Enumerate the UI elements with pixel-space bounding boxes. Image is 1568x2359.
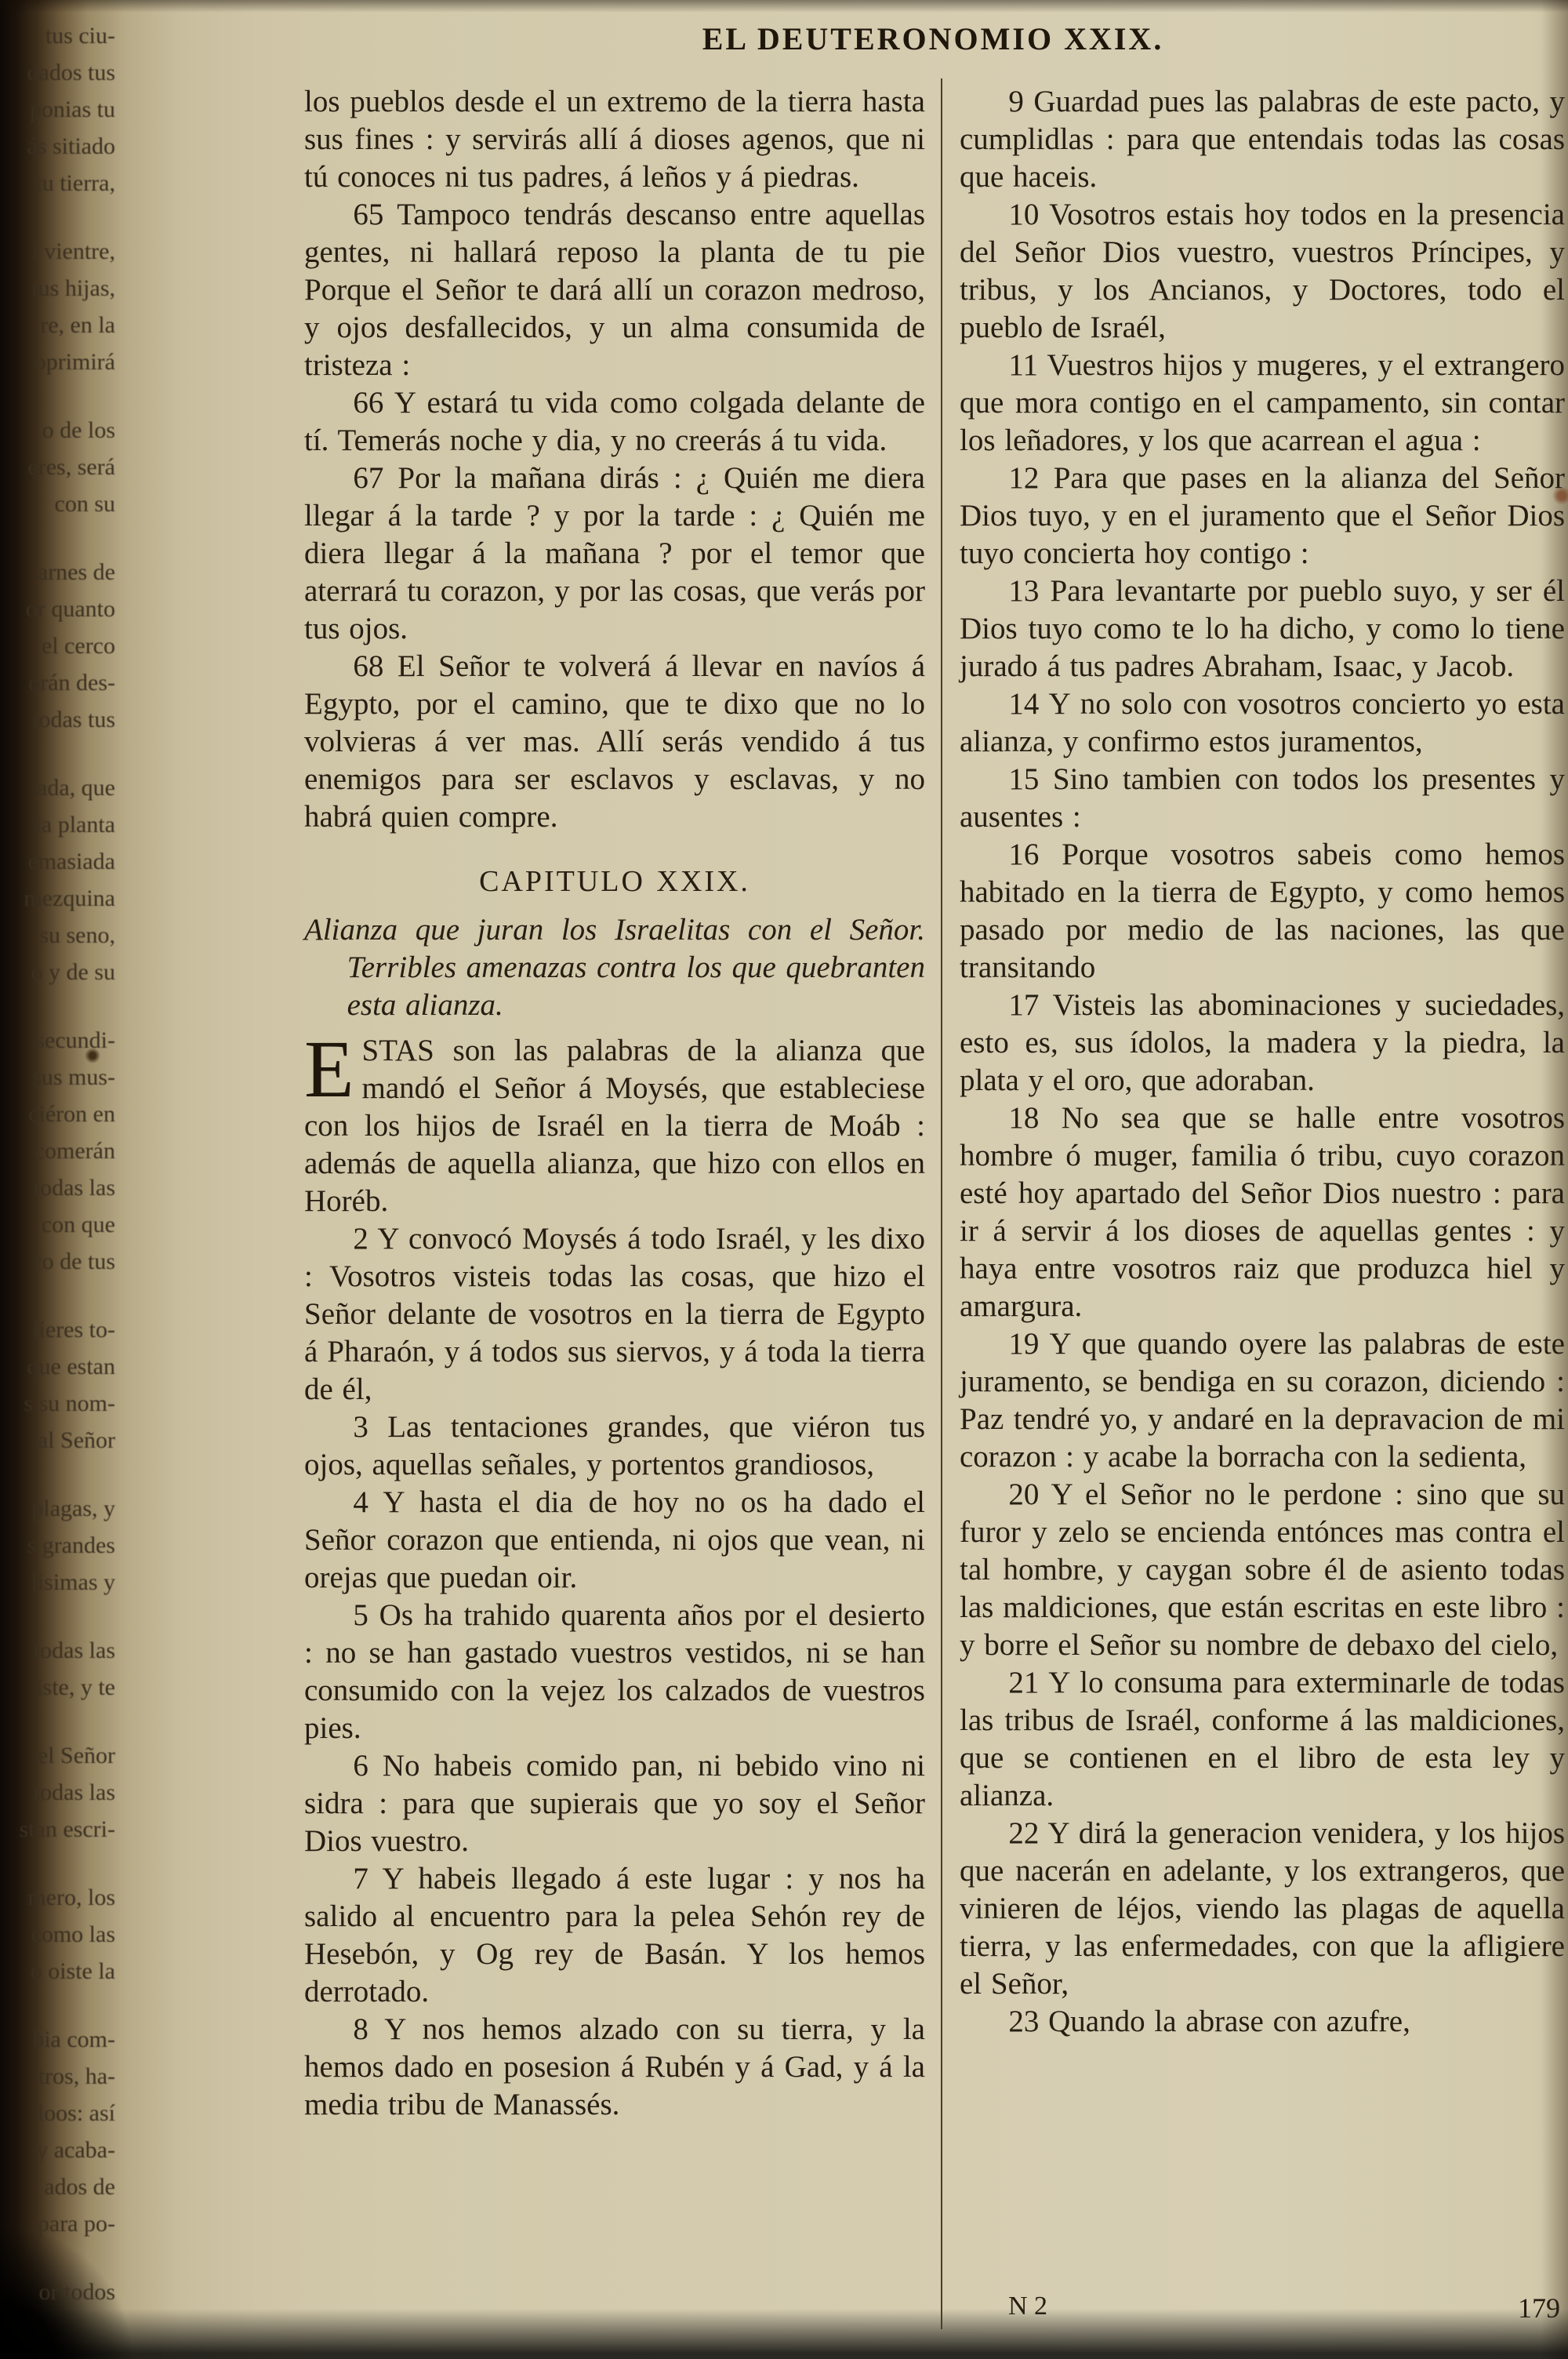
- margin-fragment: s grandes: [27, 1532, 115, 1558]
- margin-fragment: todas las: [33, 1779, 115, 1805]
- margin-fragment: su seno,: [39, 922, 115, 948]
- margin-fragment: con su: [54, 491, 115, 517]
- verse-paragraph: 13 Para levantarte por pueblo suyo, y ser él Dios tuyo como te lo ha dicho, y como lo tiene jurado á tus padres Abraham, Isaac, y Jacob.: [960, 574, 1565, 683]
- drop-cap-text: STAS son las palabras de la alianza que mandó el Señor á Moysés, que estableciese con los hijos de Israél en la tierra de Moáb : además de aquella alianza, que hizo con ellos en Horéb.: [304, 1034, 925, 1218]
- margin-fragment: dados tus: [27, 60, 115, 85]
- margin-fragment: ponias tu: [29, 96, 115, 122]
- margin-fragment: ada, que: [37, 775, 115, 801]
- chapter-summary: Alianza que juran los Israelitas con el Señor. Terribles amenazas contra los que quebranten esta alianza.: [304, 913, 925, 1022]
- chapter-heading: CAPITULO XXIX.: [479, 865, 750, 898]
- margin-fragment: i vientre,: [31, 238, 115, 264]
- margin-fragment: para po-: [37, 2211, 115, 2237]
- margin-fragment: oprimirá: [34, 349, 115, 375]
- verse-paragraph: 65 Tampoco tendrás descanso entre aquellas gentes, ni hallará reposo la planta de tu pie Porque el Señor te dará allí un corazon medroso, y ojos desfallecidos, y un alma consumida de tristeza :: [304, 198, 925, 382]
- margin-fragment: ás sitiado: [27, 133, 115, 159]
- verse-paragraph: 16 Porque vosotros sabeis como hemos habitado en la tierra de Egypto, y como hemos pasado por medio de las naciones, las que transitando: [960, 838, 1565, 984]
- margin-fragment: iste, y te: [36, 1674, 115, 1700]
- margin-fragment: secundi-: [35, 1027, 115, 1053]
- verse-paragraph: los pueblos desde el un extremo de la tierra hasta sus fines : y servirás allí á dioses agenos, que ni tú conoces ni tus padres, á leños y á piedras.: [304, 85, 925, 194]
- margin-fragment: stan escri-: [19, 1816, 115, 1842]
- verse-paragraph: 9 Guardad pues las palabras de este pacto, y cumplidlas : para que entendais todas las cosas que haceis.: [960, 85, 1565, 194]
- margin-fragment: emasiada: [27, 849, 115, 874]
- verse-paragraph: 15 Sino tambien con todos los presentes y ausentes :: [960, 762, 1565, 834]
- margin-fragment: todas tus: [32, 707, 115, 732]
- verse-paragraph: 2 Y convocó Moysés á todo Israél, y les dixo : Vosotros visteis todas las cosas, que hizo el Señor delante de vosotros en la tierra de Egypto á Pharaón, y á todos sus siervos, y á toda la tierra de él,: [304, 1222, 925, 1406]
- margin-fragment: tu tierra,: [35, 170, 115, 196]
- verse-paragraph: 7 Y habeis llegado á este lugar : y nos ha salido al encuentro para la pelea Sehón rey de Hesebón, y Og rey de Basán. Y los hemos derrotado.: [304, 1862, 925, 2008]
- margin-fragment: mezquina: [24, 885, 115, 911]
- margin-fragment: ro de tus: [34, 1249, 115, 1274]
- verse-paragraph: 5 Os ha trahido quarenta años por el desierto : no se han gastado vuestros vestidos, ni se han consumido con la vejez los calzados de vuestros pies.: [304, 1598, 925, 1745]
- right-column: [960, 83, 1565, 2041]
- verse-paragraph: 6 No habeis comido pan, ni bebido vino ni sidra : para que supierais que yo soy el Señor Dios vuestro.: [304, 1749, 925, 1858]
- margin-fragment: lieres to-: [32, 1317, 115, 1343]
- drop-cap-initial: E: [304, 1024, 354, 1114]
- drop-cap-paragraph: [304, 1024, 925, 1220]
- margin-fragment: el Señor: [37, 1743, 115, 1768]
- margin-fragment: o y de su: [31, 959, 115, 985]
- margin-fragment: tros, ha-: [38, 2063, 115, 2089]
- verse-paragraph: 18 No sea que se halle entre vosotros hombre ó muger, familia ó tribu, cuyo corazon esté hoy apartado del Señor Dios nuestro : para ir á servir á los dioses de aquellas gentes : y haya entre vosotros raiz que produzca hiel y amargura.: [960, 1101, 1565, 1323]
- margin-fragment: la planta: [34, 812, 115, 838]
- margin-fragment: arnes de: [37, 559, 115, 585]
- margin-fragment: y acaba-: [36, 2137, 115, 2163]
- margin-fragment: s su nom-: [24, 1390, 115, 1416]
- margin-fragment: sus mus-: [32, 1064, 115, 1090]
- margin-fragment: re, en la: [40, 312, 115, 338]
- verse-paragraph: 66 Y estará tu vida como colgada delante de tí. Temerás noche y dia, y no creerás á tu vida.: [304, 386, 925, 457]
- margin-fragment: eres, será: [27, 454, 115, 480]
- signature-mark: N 2: [1008, 2292, 1048, 2321]
- margin-fragment: lisimas y: [31, 1569, 115, 1595]
- verse-paragraph: 22 Y dirá la generacion venidera, y los hijos que nacerán en adelante, y los extrangeros, que vinieren de léjos, viendo las plagas de aquella tierra, y las enfermedades, con que la afligiere el Señor,: [960, 1816, 1565, 2001]
- column-divider: [941, 78, 942, 2329]
- margin-fragment: que estan: [27, 1354, 115, 1379]
- margin-fragment: al Señor: [37, 1427, 115, 1453]
- margin-fragment: ados de: [44, 2174, 115, 2200]
- verse-paragraph: 11 Vuestros hijos y mugeres, y el extrangero que mora contigo en el campamento, sin contar los leñadores, y los que acarrean el agua :: [960, 348, 1565, 457]
- margin-fragment: todas las: [33, 1637, 115, 1663]
- verse-paragraph: 67 Por la mañana dirás : ¿ Quién me diera llegar á la tarde ? y por la tarde : ¿ Quién me diera llegar á la mañana ? por el temor que aterrará tu corazon, y por las cosas, que verás por tus ojos.: [304, 461, 925, 645]
- margin-fragment: el cerco: [41, 633, 115, 659]
- margin-fragment: loos: así: [37, 2100, 115, 2126]
- margin-fragment: tus hijas,: [31, 275, 115, 301]
- margin-fragment: todas las: [33, 1175, 115, 1201]
- left-column: [304, 83, 925, 2124]
- margin-fragment: plagas, y: [31, 1496, 115, 1521]
- verse-paragraph: 12 Para que pases en la alianza del Señor Dios tuyo, y en el juramento que el Señor Dios tuyo concierta hoy contigo :: [960, 461, 1565, 570]
- verse-paragraph: 8 Y nos hemos alzado con su tierra, y la hemos dado en posesion á Rubén y á Gad, y á la media tribu de Manassés.: [304, 2012, 925, 2121]
- margin-fragment: o de los: [42, 417, 115, 443]
- margin-fragment: orán des-: [28, 670, 115, 696]
- gutter-fragments-column: [0, 17, 119, 2310]
- running-head: EL DEUTERONOMIO XXIX.: [702, 21, 1164, 56]
- page-number: 179: [1518, 2292, 1560, 2324]
- verse-paragraph: 10 Vosotros estais hoy todos en la presencia del Señor Dios vuestro, vuestros Príncipes, y tribus, y los Ancianos, y Doctores, todo el pueblo de Israél,: [960, 198, 1565, 344]
- verse-paragraph: 19 Y que quando oyere las palabras de este juramento, se bendiga en su corazon, diciendo : Paz tendré yo, y andaré en la depravacion de mi corazon : y acabe la borracha con la sedienta,: [960, 1327, 1565, 1474]
- verse-paragraph: 17 Visteis las abominaciones y suciedades, esto es, sus ídolos, la madera y la piedra, la plata y el oro, que adoraban.: [960, 988, 1565, 1097]
- margin-fragment: or quanto: [25, 596, 115, 622]
- verse-paragraph: 21 Y lo consuma para exterminarle de todas las tribus de Israél, conforme á las maldiciones, que se contienen en el libro de esta ley y alianza.: [960, 1666, 1565, 1812]
- margin-fragment: or todos: [38, 2279, 115, 2305]
- verse-paragraph: 23 Quando la abrase con azufre,: [1008, 2005, 1410, 2038]
- margin-fragment: como las: [31, 1921, 115, 1947]
- verse-paragraph: 68 El Señor te volverá á llevar en navíos á Egypto, por el camino, que te dixo que no lo volvieras á ver mas. Allí serás vendido á tus enemigos para ser esclavos y esclavas, y no habrá quien compre.: [304, 649, 925, 834]
- margin-fragment: ciéron en: [28, 1101, 115, 1127]
- margin-fragment: tus ciu-: [45, 23, 115, 49]
- margin-fragment: con que: [41, 1212, 115, 1238]
- margin-fragment: mero, los: [27, 1885, 115, 1910]
- margin-fragment: bia com-: [32, 2026, 115, 2052]
- verse-paragraph: 14 Y no solo con vosotros concierto yo esta alianza, y confirmo estos juramentos,: [960, 687, 1565, 758]
- verse-paragraph: 3 Las tentaciones grandes, que viéron tus ojos, aquellas señales, y portentos grandiosos,: [304, 1410, 925, 1481]
- verse-paragraph: 4 Y hasta el dia de hoy no os ha dado el Señor corazon que entienda, ni ojos que vean, ni orejas que puedan oir.: [304, 1485, 925, 1594]
- margin-fragment: o oiste la: [30, 1958, 115, 1984]
- verse-paragraph: 20 Y el Señor no le perdone : sino que su furor y zelo se encienda entónces mas contra el tal hombre, y caygan sobre él de asiento todas las maldiciones, que están escritas en este libro : y borre el Señor su nombre de debaxo del cielo,: [960, 1478, 1565, 1662]
- margin-fragment: comerán: [34, 1138, 115, 1164]
